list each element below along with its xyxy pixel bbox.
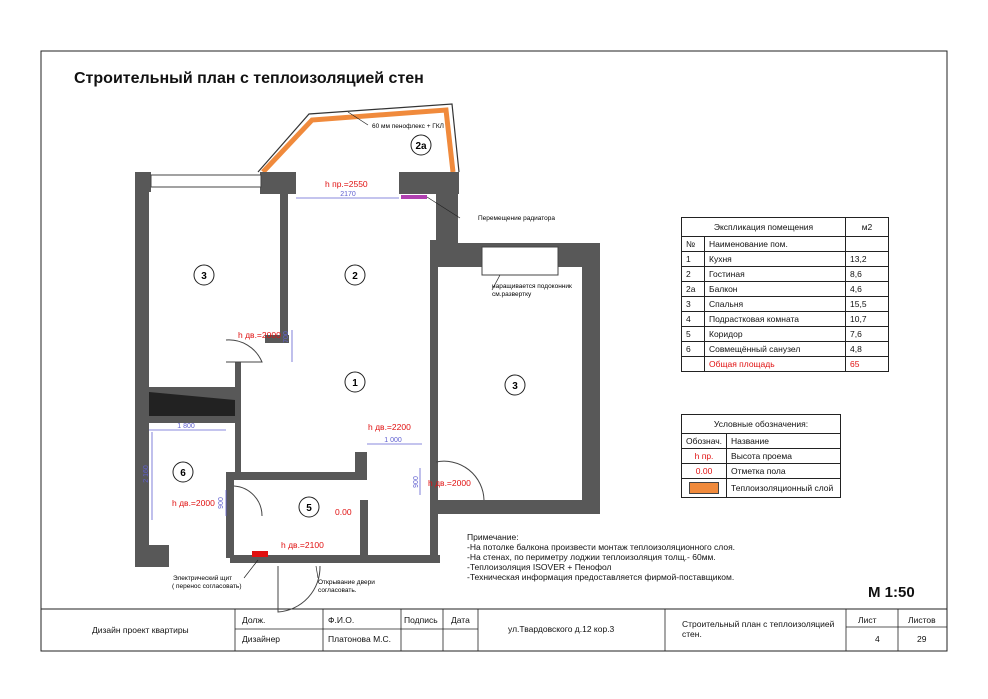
door-open-note-2: согласовать.: [318, 587, 357, 594]
stamp-sheets-total: 29: [917, 634, 927, 644]
total-row: [682, 357, 889, 372]
legend-code: h пр.: [682, 449, 727, 464]
row-no: 2: [682, 267, 705, 282]
shield-note: Электрический щит: [173, 575, 233, 582]
row-name: Кухня: [705, 252, 846, 267]
total-empty: [682, 357, 705, 372]
stamp-fio-label: Ф.И.О.: [328, 615, 355, 625]
row-no: 1: [682, 252, 705, 267]
row-no: 4: [682, 312, 705, 327]
stamp-sheets-label: Листов: [908, 615, 936, 625]
dim-900-door6: 900: [218, 497, 225, 509]
room-label-2: 2: [352, 271, 358, 282]
room-label-5: 5: [306, 503, 312, 514]
row-name: Подрастковая комната: [705, 312, 846, 327]
note-line: -На потолке балкона произвести монтаж теплоизоляционного слоя.: [467, 542, 736, 552]
stamp-project: Дизайн проект квартиры: [92, 625, 189, 635]
row-area: 13,2: [846, 252, 889, 267]
shield-note-2: ( перенос согласовать): [172, 583, 242, 590]
window-room3: [482, 247, 558, 275]
callout-door-open: [316, 566, 318, 578]
legend-swatch-cell: [682, 479, 727, 498]
table-row: [682, 297, 889, 312]
row-no: 2а: [682, 282, 705, 297]
explication-title: Экспликация помещения: [682, 218, 846, 237]
legend-name: Теплоизоляционный слой: [727, 479, 841, 498]
h-opening-label: h пр.=2550: [325, 179, 368, 189]
row-no: 6: [682, 342, 705, 357]
table-row: [682, 449, 841, 464]
radiator-note: Перемещение радиатора: [478, 215, 556, 222]
dim-900-door3: 900: [413, 476, 420, 488]
dim-2170: 2170: [340, 191, 356, 198]
row-no: 5: [682, 327, 705, 342]
note-line: -Теплоизоляция ISOVER + Пенофол: [467, 562, 612, 572]
window-room4: [151, 175, 261, 187]
table-row: [682, 282, 889, 297]
legend-col-name: Название: [727, 434, 841, 449]
stamp-sheet-label: Лист: [858, 615, 877, 625]
dim-1000: 1 000: [384, 437, 402, 444]
table-row: [682, 479, 841, 498]
notes-heading: Примечание:: [467, 532, 519, 542]
electric-shield: [252, 551, 268, 557]
legend-code: 0.00: [682, 464, 727, 479]
dim-700: 700: [283, 331, 290, 343]
col-name: Наименование пом.: [705, 237, 846, 252]
row-name: Балкон: [705, 282, 846, 297]
h-door-1-label: h дв.=2200: [368, 422, 411, 432]
legend-col-code: Обознач.: [682, 434, 727, 449]
table-row: [682, 464, 841, 479]
stamp-role-label: Долж.: [242, 615, 266, 625]
explication-unit: м2: [846, 218, 889, 237]
room-label-4: 3: [201, 271, 207, 282]
scale-label: М 1:50: [868, 584, 915, 601]
row-area: 4,6: [846, 282, 889, 297]
stamp-sign-label: Подпись: [404, 615, 438, 625]
explication-header: [682, 218, 889, 237]
insulation-swatch: [689, 482, 719, 494]
row-area: 4,8: [846, 342, 889, 357]
row-area: 8,6: [846, 267, 889, 282]
penoplex-note: 60 мм пенофлекс + ГКЛ: [372, 123, 444, 130]
dim-2160: 2 160: [143, 465, 150, 483]
room-label-2a: 2а: [415, 141, 427, 152]
legend-name: Отметка пола: [727, 464, 841, 479]
door-6: [234, 486, 262, 516]
legend-title: Условные обозначения:: [682, 415, 841, 434]
row-name: Спальня: [705, 297, 846, 312]
stamp-sheet-title: Строительный план с теплоизоляцией стен.: [682, 619, 835, 639]
row-name: Коридор: [705, 327, 846, 342]
row-area: 15,5: [846, 297, 889, 312]
note-line: -На стенах, по периметру лоджии теплоизоляция толщ.- 60мм.: [467, 552, 716, 562]
stamp-date-label: Дата: [451, 615, 470, 625]
table-row: [682, 312, 889, 327]
row-area: 10,7: [846, 312, 889, 327]
sill-note-2: см.развертку: [492, 291, 532, 298]
stamp-fio: Платонова М.С.: [328, 634, 392, 644]
dim-1800: 1 800: [177, 423, 195, 430]
door-open-note: Открывание двери: [318, 579, 375, 586]
legend-table: [681, 414, 841, 498]
page-title: Строительный план с теплоизоляцией стен: [74, 70, 424, 87]
door-2-4: [226, 340, 262, 362]
room-label-1: 1: [352, 378, 358, 389]
room-label-3: 3: [512, 381, 518, 392]
sill-note: наращивается подоконник: [492, 283, 572, 290]
col-no: №: [682, 237, 705, 252]
h-door-6-label: h дв.=2000: [172, 498, 215, 508]
table-row: [682, 327, 889, 342]
row-name: Совмещённый санузел: [705, 342, 846, 357]
total-value: 65: [846, 357, 889, 372]
stamp-role: Дизайнер: [242, 634, 281, 644]
floor-mark: 0.00: [335, 507, 352, 517]
h-door-2-4-label: h дв.=2000: [238, 330, 281, 340]
explication-table: [681, 217, 889, 372]
stamp-address: ул.Твардовского д.12 кор.3: [508, 624, 615, 634]
explication-colheads: [682, 237, 889, 252]
total-label: Общая площадь: [705, 357, 846, 372]
col-area: [846, 237, 889, 252]
room-label-6: 6: [180, 468, 186, 479]
radiator-mark: [401, 195, 427, 199]
row-name: Гостиная: [705, 267, 846, 282]
h-door-entry-label: h дв.=2100: [281, 540, 324, 550]
stamp-sheet-no: 4: [875, 634, 880, 644]
note-line: -Техническая информация предоставляется фирмой-поставщиком.: [467, 572, 735, 582]
h-door-3-label: h дв.=2000: [428, 478, 471, 488]
door-entry: [278, 566, 320, 612]
legend-name: Высота проема: [727, 449, 841, 464]
table-row: [682, 267, 889, 282]
notes-block: [467, 532, 735, 582]
row-no: 3: [682, 297, 705, 312]
row-area: 7,6: [846, 327, 889, 342]
table-row: [682, 342, 889, 357]
table-row: [682, 252, 889, 267]
